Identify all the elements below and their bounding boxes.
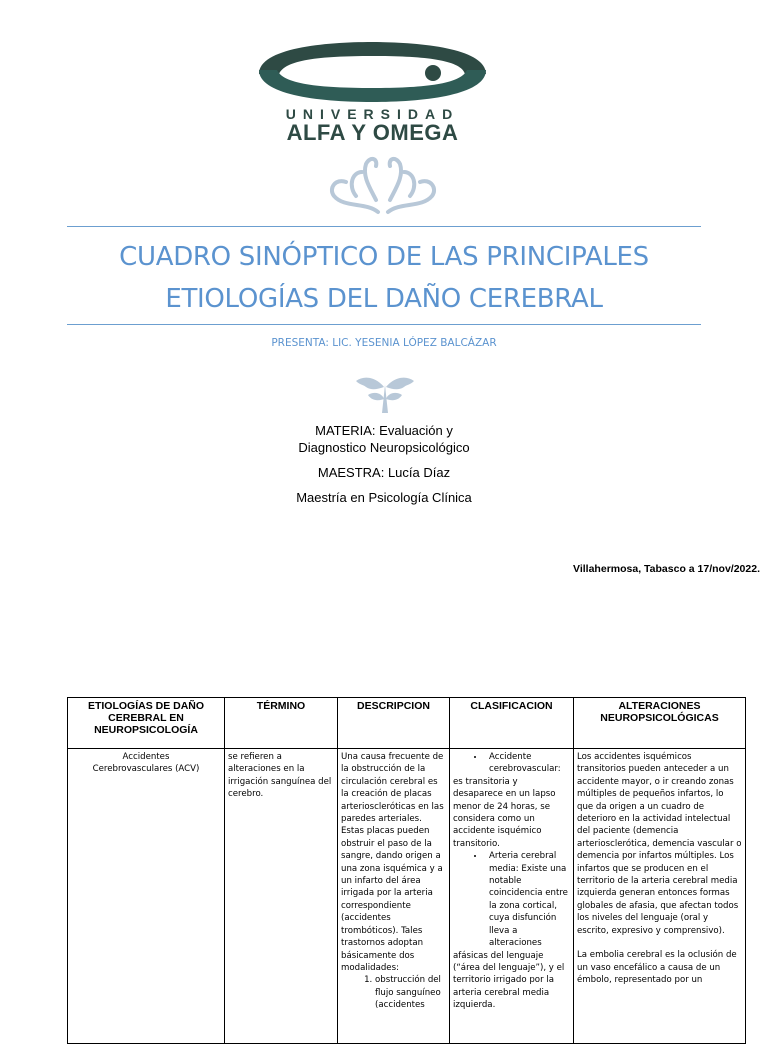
document-title bbox=[67, 236, 701, 320]
logo-name-text: ALFA Y OMEGA bbox=[286, 120, 459, 145]
header-descripcion: DESCRIPCION bbox=[338, 698, 450, 749]
title-line-1: CUADRO SINÓPTICO DE LAS PRINCIPALES bbox=[119, 242, 649, 272]
materia-line-2: Diagnostico Neuropsicológico bbox=[298, 440, 470, 455]
materia-line-1: MATERIA: Evaluación y bbox=[315, 423, 453, 438]
clasificacion-list-1 bbox=[453, 751, 570, 776]
materia bbox=[230, 422, 538, 456]
location-date: Villahermosa, Tabasco a 17/nov/2022. bbox=[573, 563, 760, 575]
clasificacion-text-1: es transitoria y desaparece en un lapso menor de 24 horas, se considera como un accidente isquémico transitorio. bbox=[453, 776, 556, 849]
title-top-rule bbox=[67, 226, 701, 227]
termino-text: se refieren a alteraciones en la irrigación sanguínea del cerebro. bbox=[228, 752, 332, 800]
header-termino: TÉRMINO bbox=[225, 698, 338, 749]
table-row bbox=[68, 749, 746, 1044]
program: Maestría en Psicología Clínica bbox=[296, 490, 472, 505]
logo-emblem-icon bbox=[255, 40, 490, 106]
clasificacion-list-2 bbox=[453, 850, 570, 949]
university-logo bbox=[255, 40, 490, 145]
etiologia-text: Accidentes Cerebrovasculares (ACV) bbox=[92, 752, 200, 775]
descripcion-list bbox=[341, 974, 446, 1011]
title-bottom-rule bbox=[67, 324, 701, 325]
maestra: MAESTRA: Lucía Díaz bbox=[317, 465, 451, 480]
descripcion-list-item: 1. obstrucción del flujo sanguíneo (accidentes bbox=[375, 974, 446, 1011]
clasificacion-item-acv: • Accidente cerebrovascular: bbox=[485, 751, 570, 776]
presenter: PRESENTA: LIC. YESENIA LÓPEZ BALCÁZAR bbox=[271, 337, 497, 349]
header-clasificacion: CLASIFICACION bbox=[450, 698, 574, 749]
cell-termino bbox=[225, 749, 338, 1044]
decorative-flourish-icon bbox=[326, 152, 440, 221]
header-etiologias: ETIOLOGÍAS DE DAÑO CEREBRAL EN NEUROPSICOLOGÍA bbox=[68, 698, 225, 749]
alteraciones-text-2: La embolia cerebral es la oclusión de un vaso encefálico a causa de un émbolo, representado por un bbox=[577, 950, 737, 985]
cell-etiologia bbox=[68, 749, 225, 1044]
clasificacion-text-2: afásicas del lenguaje (“área del lenguaje”), y el territorio irrigado por la arteria cerebral media izquierda. bbox=[453, 950, 565, 1011]
cell-descripcion bbox=[338, 749, 450, 1044]
title-line-2: ETIOLOGÍAS DEL DAÑO CEREBRAL bbox=[165, 284, 603, 314]
small-flourish-icon bbox=[354, 373, 416, 420]
descripcion-text: Una causa frecuente de la obstrucción de la circulación cerebral es la creación de placas arterioscleróticas en las paredes arteriales. Estas placas pueden obstruir el paso de la sangre, dando origen a una zona isquémica y a un infarto del área irrigada por la arteria correspondiente (accidentes trombóticos). Tales trastornos adoptan básicamente dos modalidades: bbox=[341, 752, 444, 973]
cell-clasificacion bbox=[450, 749, 574, 1044]
cell-alteraciones bbox=[574, 749, 746, 1044]
header-alteraciones: ALTERACIONES NEUROPSICOLÓGICAS bbox=[574, 698, 746, 749]
alteraciones-text-1: Los accidentes isquémicos transitorios pueden anteceder a un accidente mayor, o ir creando zonas múltiples de pequeños infartos, lo que da origen a un cuadro de deterioro en la actividad intelectual del paciente (demencia arteriosclerótica, demencia vascular o demencia por infartos múltiples. Los infartos que se producen en el territorio de la arteria cerebral media izquierda generan entonces formas globales de afasia, que afectan todos los niveles del lenguaje (oral y escrito, expresivo y comprensivo). bbox=[577, 752, 742, 936]
clasificacion-item-arteria: • Arteria cerebral media: Existe una notable coincidencia entre la zona cortical, cuya disfunción lleva a alteraciones bbox=[485, 850, 570, 949]
logo-university-text: UNIVERSIDAD bbox=[285, 106, 460, 122]
synoptic-table bbox=[67, 697, 746, 1044]
table-header-row bbox=[68, 698, 746, 749]
